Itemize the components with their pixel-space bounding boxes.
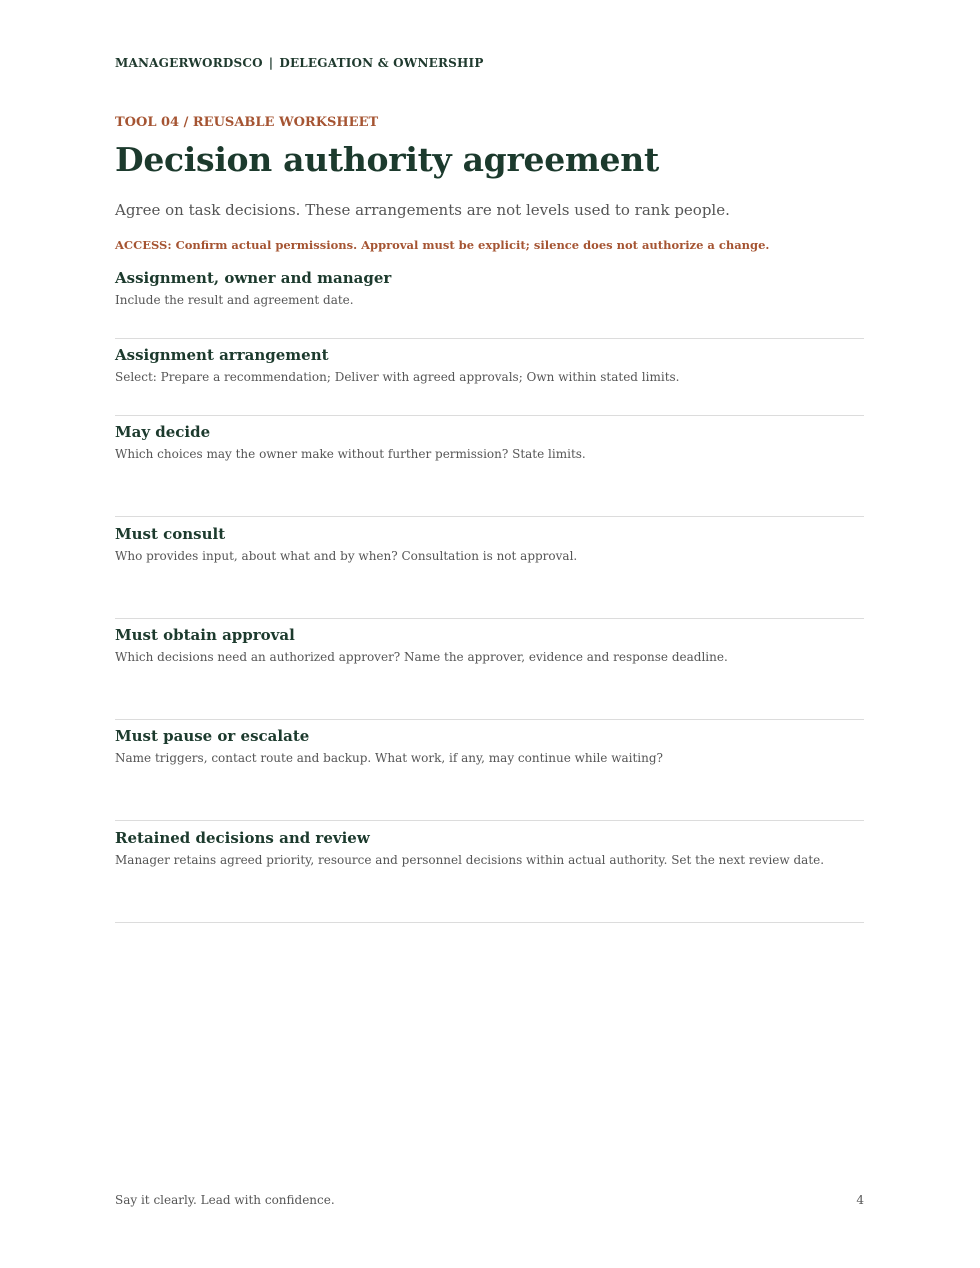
worksheet-page [115, 0, 864, 1268]
field-help: Select: Prepare a recommendation; Deliver with agreed approvals; Own within stated limits. [115, 370, 680, 384]
field-must-obtain-approval[interactable] [115, 626, 864, 720]
section-name: DELEGATION & OWNERSHIP [279, 56, 484, 70]
field-help: Who provides input, about what and by when? Consultation is not approval. [115, 549, 578, 563]
field-help: Manager retains agreed priority, resource and personnel decisions within actual authority. Set the next review date. [115, 853, 825, 867]
brand-name: MANAGERWORDSCO [115, 56, 263, 70]
footer-tagline: Say it clearly. Lead with confidence. [115, 1193, 335, 1207]
field-help: Which choices may the owner make without further permission? State limits. [115, 447, 586, 461]
field-label: Must obtain approval [115, 626, 295, 644]
field-label: May decide [115, 423, 211, 441]
field-label: Retained decisions and review [115, 829, 370, 847]
running-header [115, 56, 484, 70]
field-help: Name triggers, contact route and backup. What work, if any, may continue while waiting? [115, 751, 663, 765]
field-may-decide[interactable] [115, 423, 864, 517]
field-label: Must consult [115, 525, 226, 543]
field-assignment-arrangement[interactable] [115, 346, 864, 416]
field-help: Which decisions need an authorized approver? Name the approver, evidence and response deadline. [115, 650, 728, 664]
field-assignment-owner-manager[interactable] [115, 269, 864, 339]
field-must-pause-or-escalate[interactable] [115, 727, 864, 821]
intro-text: Agree on task decisions. These arrangements are not levels used to rank people. [115, 201, 730, 219]
access-note: ACCESS: Confirm actual permissions. Approval must be explicit; silence does not authorize a change. [115, 238, 770, 252]
field-label: Assignment arrangement [115, 346, 329, 364]
field-help: Include the result and agreement date. [115, 293, 354, 307]
field-retained-decisions-review[interactable] [115, 829, 864, 923]
field-label: Must pause or escalate [115, 727, 310, 745]
page-title: Decision authority agreement [115, 140, 659, 179]
page-number: 4 [856, 1193, 864, 1207]
header-separator: | [268, 56, 274, 70]
field-label: Assignment, owner and manager [115, 269, 392, 287]
field-must-consult[interactable] [115, 525, 864, 619]
tool-eyebrow: TOOL 04 / REUSABLE WORKSHEET [115, 115, 379, 130]
